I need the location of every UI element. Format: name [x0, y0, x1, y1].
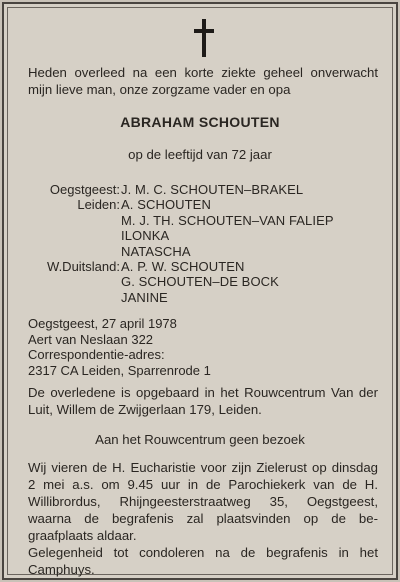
cross-icon — [193, 18, 215, 58]
laid-out-line-2: Luit, Willem de Zwijgerlaan 179, Leiden. — [28, 402, 262, 417]
age-line: op de leeftijd van 72 jaar — [128, 147, 272, 162]
service-line-2: 2 mei a.s. om 9.45 uur in de Parochiekerk van de H. — [28, 477, 378, 492]
service-line-3: Willibrordus, Rhijngeesterstraatweg 35, Oegstgeest, — [28, 494, 378, 509]
family-member: J. M. C. SCHOUTEN–BRAKEL — [121, 182, 304, 197]
no-visit-note: Aan het Rouwcentrum geen bezoek — [95, 432, 305, 447]
family-row — [0, 274, 400, 289]
deceased-name: ABRAHAM SCHOUTEN — [120, 114, 280, 130]
family-member: A. P. W. SCHOUTEN — [121, 258, 245, 274]
service-line-1: Wij vieren de H. Eucharistie voor zijn Zielerust op dinsdag — [28, 460, 378, 475]
intro-line-2: mijn lieve man, onze zorgzame vader en opa — [28, 82, 291, 97]
family-place: W.Duitsland: — [47, 258, 120, 274]
family-row — [0, 259, 400, 274]
family-member: M. J. TH. SCHOUTEN–VAN FALIEP — [121, 212, 334, 228]
intro-line-1: Heden overleed na een korte ziekte geheel onverwacht — [28, 65, 378, 80]
family-row — [0, 244, 400, 259]
family-row — [0, 228, 400, 243]
family-row — [0, 182, 400, 197]
family-row — [0, 197, 400, 212]
address-block — [28, 316, 211, 378]
address-line: Aert van Neslaan 322 — [28, 331, 154, 347]
correspondence-label: Correspondentie-adres: — [28, 347, 165, 363]
family-row — [0, 213, 400, 228]
service-line-4: waarna de begrafenis zal plaatsvinden op de be- — [28, 511, 378, 526]
family-member: ILONKA — [121, 228, 170, 244]
laid-out-line-1: De overledene is opgebaard in het Rouwcentrum Van der — [28, 385, 378, 400]
condolence-line-2: Camphuys. — [28, 562, 95, 577]
service-line-5: graafplaats aldaar. — [28, 528, 137, 543]
family-member: A. SCHOUTEN — [121, 197, 211, 213]
date-line: Oegstgeest, 27 april 1978 — [28, 316, 177, 331]
family-place: Oegstgeest: — [49, 182, 120, 197]
correspondence-address: 2317 CA Leiden, Sparrenrode 1 — [28, 362, 211, 378]
family-list — [0, 182, 400, 305]
family-place: Leiden: — [77, 197, 120, 213]
family-member: G. SCHOUTEN–DE BOCK — [121, 274, 279, 290]
condolence-line-1: Gelegenheid tot condoleren na de begrafenis in het — [28, 545, 378, 560]
family-member: JANINE — [121, 289, 168, 305]
family-member: NATASCHA — [121, 243, 191, 259]
family-row — [0, 290, 400, 305]
